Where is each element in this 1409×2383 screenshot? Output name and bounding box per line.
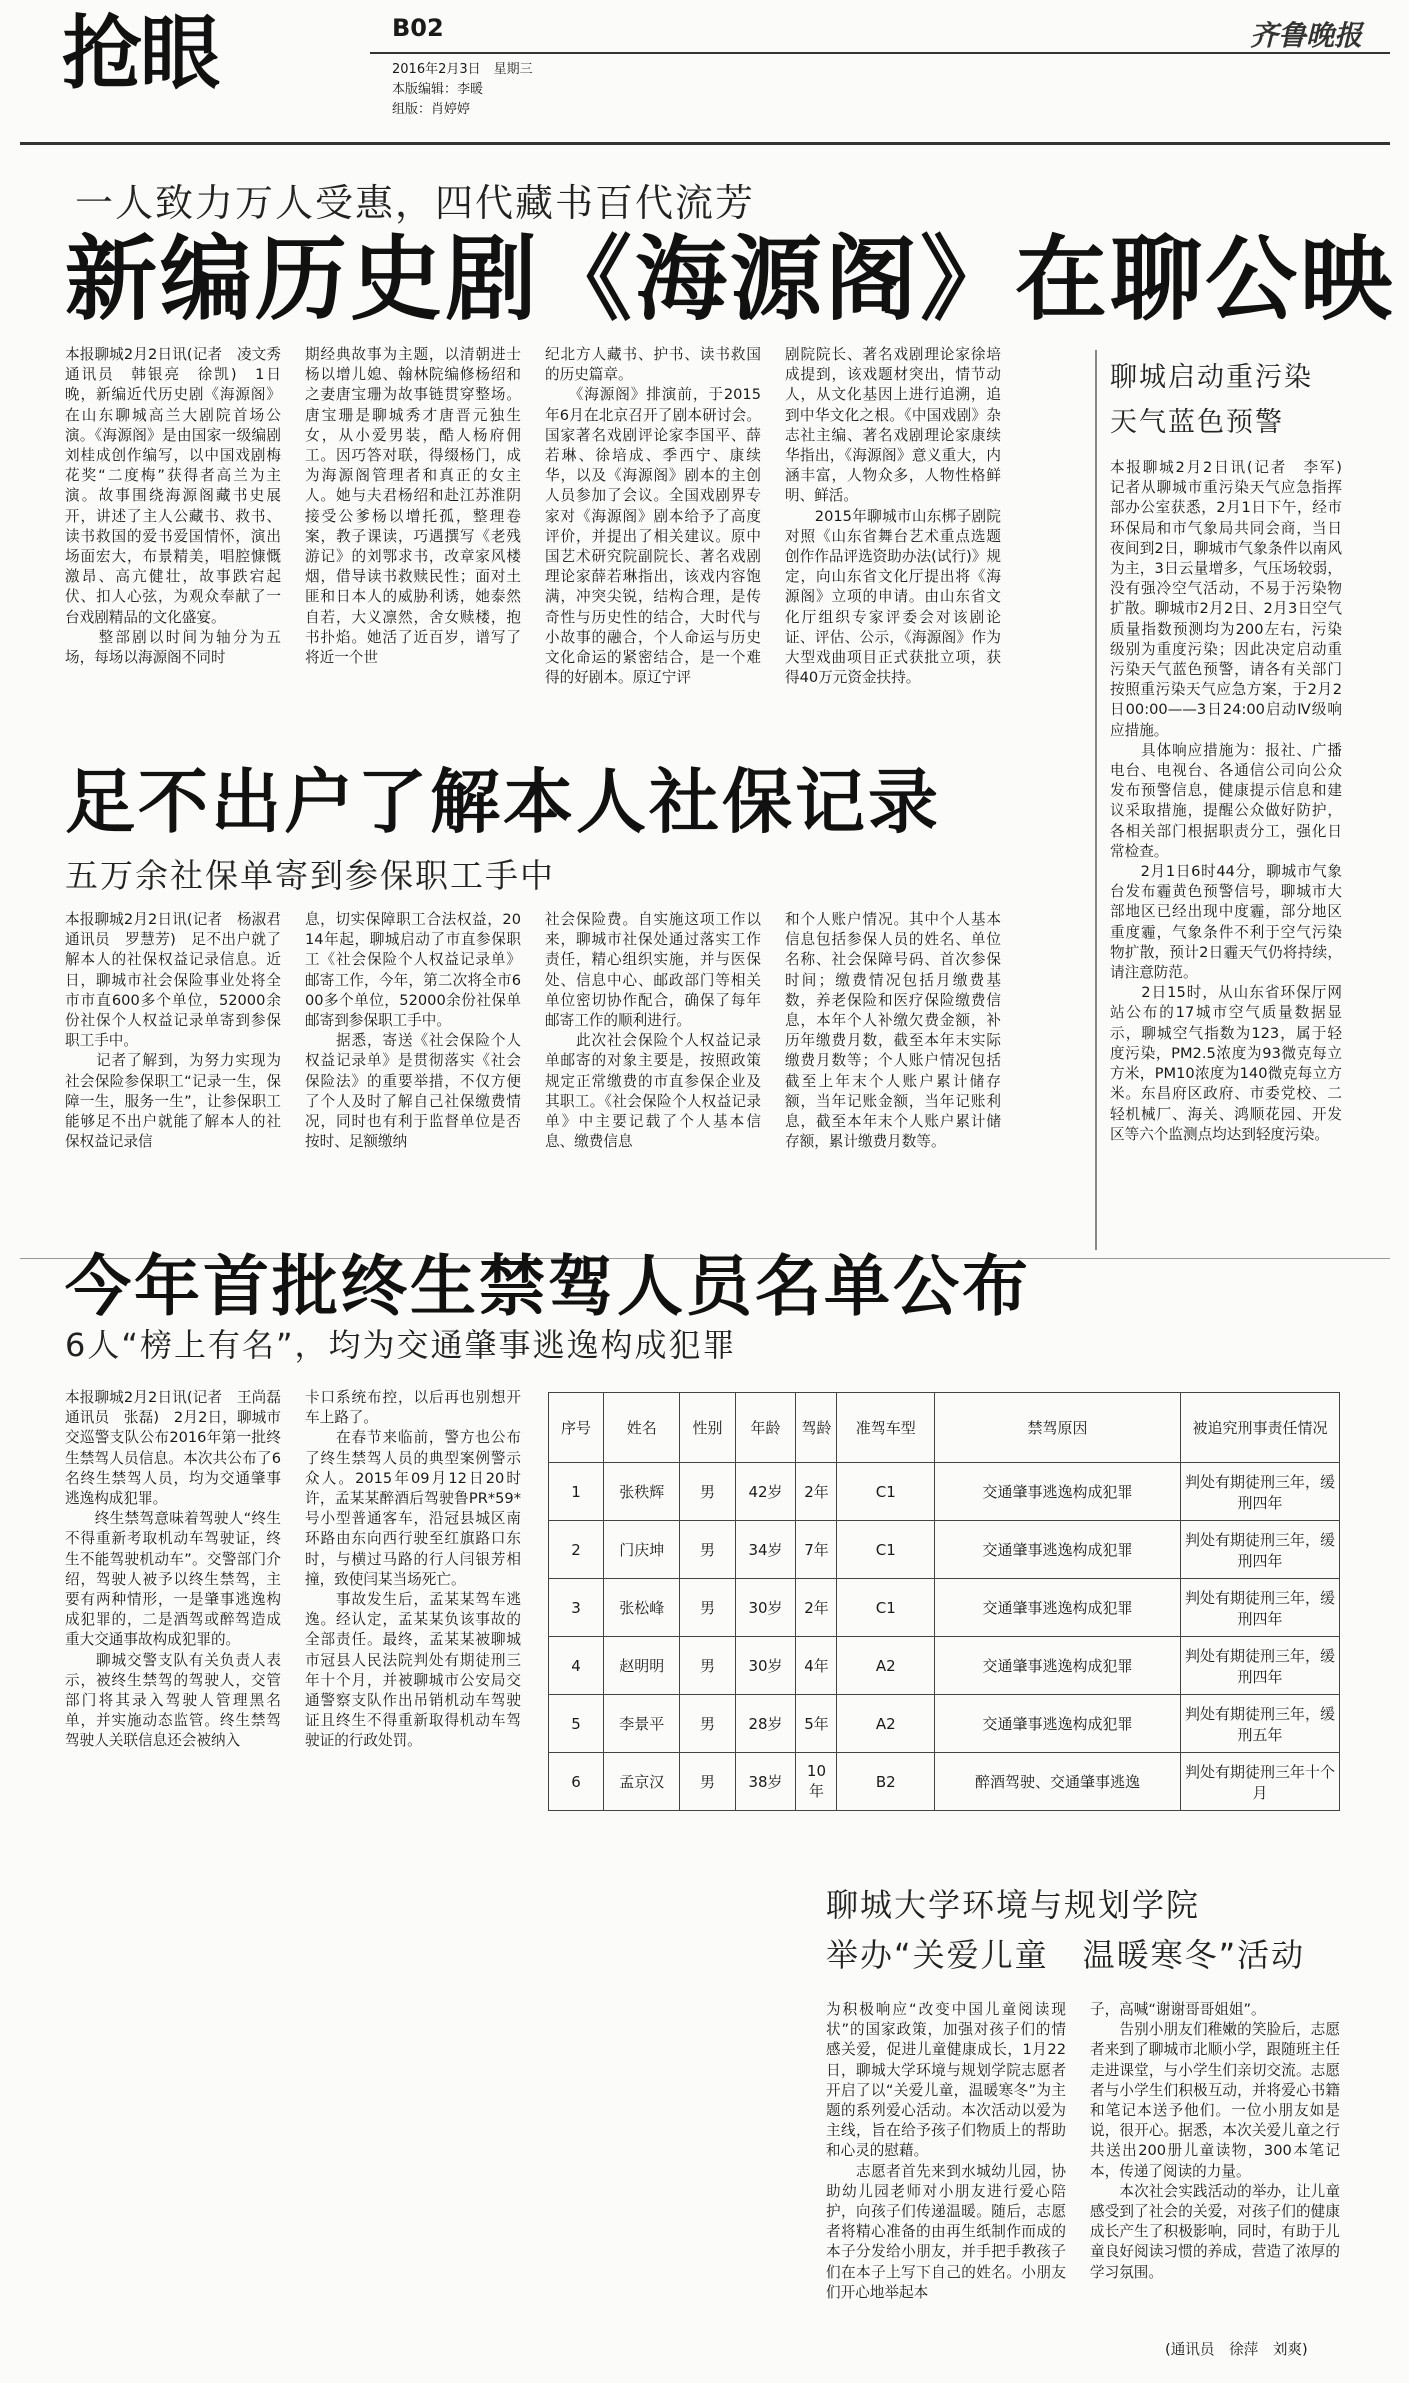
table-header-age: 年龄 [735, 1393, 796, 1463]
table-cell-index: 2 [549, 1521, 604, 1579]
table-row [549, 1579, 1340, 1637]
article2-subtitle: 五万余社保单寄到参保职工手中 [65, 856, 555, 895]
newspaper-name: 齐鲁晚报 [1250, 19, 1363, 52]
table-cell-license-class: B2 [837, 1753, 935, 1811]
side1-title-line1: 聊城启动重污染 [1110, 362, 1313, 393]
table-row [549, 1463, 1340, 1521]
article1-col1: 本报聊城2月2日讯(记者 凌文秀 通讯员 韩银亮 徐凯) 1日晚，新编近代历史剧《海源阁》在山东聊城高兰大剧院首场公演。《海源阁》是由国家一级编剧刘桂成创作编写，以中国戏剧梅花奖“二度梅”获得者高兰为主演。故事围绕海源阁藏书史展开，讲述了主人公藏书、救书、读书救国的爱书爱国情怀，演出场面宏大，布景精美，唱腔慷慨激昂、高亢健壮，故事跌宕起伏、扣人心弦，为观众奉献了一台戏剧精品的文化盛宴。 整部剧以时间为轴分为五场，每场以海源阁不同时 [65, 346, 281, 667]
table-cell-penalty: 判处有期徒刑三年，缓刑四年 [1181, 1463, 1340, 1521]
page-editor: 本版编辑：李暖 [392, 82, 484, 97]
table-cell-name: 张松峰 [604, 1579, 680, 1637]
table-cell-reason: 交通肇事逃逸构成犯罪 [935, 1521, 1181, 1579]
article2-col2: 息，切实保障职工合法权益，2014年起，聊城启动了市直参保职工《社会保险个人权益记录单》邮寄工作，今年，第二次将全市600多个单位，52000余份社保单邮寄到参保职工手中。 据悉，寄送《社会保险个人权益记录单》是贯彻落实《社会保险法》的重要举措，不仅方便了个人及时了解自己社保缴费情况，同时也有利于监督单位是否按时、足额缴纳 [305, 911, 521, 1151]
side1-title-line2: 天气蓝色预警 [1110, 407, 1284, 438]
table-cell-driving-years: 2年 [796, 1579, 837, 1637]
article4-credit: (通讯员 徐萍 刘爽) [1165, 2341, 1308, 2358]
header-divider [20, 142, 1390, 145]
article1-col3: 纪北方人藏书、护书、读书救国的历史篇章。 《海源阁》排演前，于2015年6月在北京召开了剧本研讨会。国家著名戏剧评论家李国平、薛若琳、徐培成、季西宁、康续华，以及《海源阁》剧本的主创人员参加了会议。全国戏剧界专家对《海源阁》剧本给予了高度评价，并提出了相关建议。原中国艺术研究院副院长、著名戏剧理论家薛若琳指出，该戏内容饱满，冲突尖锐，结构合理，是传奇性与历史性的结合，大时代与小故事的融合，个人命运与历史文化命运的紧密结合，是一个难得的好剧本。原辽宁评 [545, 346, 761, 687]
table-cell-gender: 男 [680, 1753, 735, 1811]
table-cell-driving-years: 10年 [796, 1753, 837, 1811]
table-cell-gender: 男 [680, 1463, 735, 1521]
table-cell-gender: 男 [680, 1637, 735, 1695]
table-cell-reason: 交通肇事逃逸构成犯罪 [935, 1695, 1181, 1753]
table-cell-driving-years: 7年 [796, 1521, 837, 1579]
table-cell-driving-years: 2年 [796, 1463, 837, 1521]
table-row [549, 1521, 1340, 1579]
article3-title: 今年首批终生禁驾人员名单公布 [65, 1248, 1031, 1325]
table-cell-reason: 交通肇事逃逸构成犯罪 [935, 1463, 1181, 1521]
article1-col4: 剧院院长、著名戏剧理论家徐培成提到，该戏题材突出，情节动人，从文化基因上进行追溯，追到中华文化之根。《中国戏剧》杂志社主编、著名戏剧理论家康续华指出，《海源阁》意义重大，内涵丰富，人物众多，人物性格鲜明、鲜活。 2015年聊城市山东梆子剧院对照《山东省舞台艺术重点选题创作作品评选资助办法(试行)》规定，向山东省文化厅提出将《海源阁》立项的申请。由山东省文化厅组织专家评委会对该剧论证、评估、公示，《海源阁》作为大型戏曲项目正式获批立项，获得40万元资金扶持。 [785, 346, 1001, 687]
table-cell-age: 38岁 [735, 1753, 796, 1811]
table-cell-name: 孟京汉 [604, 1753, 680, 1811]
table-row [549, 1695, 1340, 1753]
table-header-license-class: 准驾车型 [837, 1393, 935, 1463]
table-header-driving-years: 驾龄 [796, 1393, 837, 1463]
banned-drivers-table [548, 1392, 1340, 1811]
table-cell-name: 张秩辉 [604, 1463, 680, 1521]
article4-col1: 为积极响应“改变中国儿童阅读现状”的国家政策，加强对孩子们的情感关爱，促进儿童健康成长，1月22日，聊城大学环境与规划学院志愿者开启了以“关爱儿童，温暖寒冬”为主题的系列爱心活动。本次活动以爱为主线，旨在给予孩子们物质上的帮助和心灵的慰藉。 志愿者首先来到水城幼儿园，协助幼儿园老师对小朋友进行爱心陪护，向孩子们传递温暖。随后，志愿者将精心准备的由再生纸制作而成的本子分发给小朋友，并手把手教孩子们在本子上写下自己的姓名。小朋友们开心地举起本 [826, 2001, 1066, 2301]
article2-col3: 社会保险费。自实施这项工作以来，聊城市社保处通过落实工作责任，精心组织实施，并与医保处、信息中心、邮政部门等相关单位密切协作配合，确保了每年邮寄工作的顺利进行。 此次社会保险个人权益记录单邮寄的对象主要是，按照政策规定正常缴费的市直参保企业及其职工。《社会保险个人权益记录单》中主要记载了个人基本信息、缴费信息 [545, 911, 761, 1151]
table-header-reason: 禁驾原因 [935, 1393, 1181, 1463]
table-cell-name: 门庆坤 [604, 1521, 680, 1579]
article1-title: 新编历史剧《海源阁》在聊公映 [65, 226, 1396, 333]
table-cell-index: 5 [549, 1695, 604, 1753]
table-cell-index: 6 [549, 1753, 604, 1811]
table-cell-age: 30岁 [735, 1579, 796, 1637]
article4-title-line1: 聊城大学环境与规划学院 [826, 1886, 1201, 1924]
article1-col2: 期经典故事为主题，以清朝进士杨以增儿媳、翰林院编修杨绍和之妻唐宝珊为故事链贯穿整场。唐宝珊是聊城秀才唐晋元独生女，从小爱男装，酷人杨府佣工。因巧答对联，得缀杨门，成为海源阁管理者和真正的女主人。她与夫君杨绍和赴江苏淮阴接受公爹杨以增托孤，整理卷案，教子课读，巧遇撰写《老残游记》的刘鄂求书，改章家风楼烟，借导读书救赎民性；面对土匪和日本人的威胁利诱，她泰然自若，大义凛然，舍女赎楼，抱书扑焰。她活了近百岁，谱写了将近一个世 [305, 346, 521, 667]
side1-body: 本报聊城2月2日讯(记者 李军) 记者从聊城市重污染天气应急指挥部办公室获悉，2月1日下午，经市环保局和市气象局共同会商，当日夜间到2日，聊城市气象条件以南风为主，3日云量增多，气压场较弱，没有强冷空气活动，不易于污染物扩散。聊城市2月2日、2月3日空气质量指数预测均为200左右，污染级别为重度污染；因此决定启动重污染天气蓝色预警，请各有关部门按照重污染天气应急方案，于2月2日00:00——3日24:00启动Ⅳ级响应措施。 具体响应措施为：报社、广播电台、电视台、各通信公司向公众发布预警信息，健康提示信息和建议采取措施，提醒公众做好防护，各相关部门根据职责分工，强化日常检查。 2月1日6时44分，聊城市气象台发布霾黄色预警信号，聊城市大部地区已经出现中度霾，部分地区重度霾，气象条件不利于空气污染物扩散，预计2日霾天气仍将持续，请注意防范。 2日15时，从山东省环保厅网站公布的17城市空气质量数据显示，聊城空气指数为123，属于轻度污染，PM2.5浓度为93微克每立方米，PM10浓度为140微克每立方米。东昌府区政府、市委党校、二轻机械厂、海关、鸿顺花园、开发区等六个监测点均达到轻度污染。 [1110, 459, 1342, 1143]
table-cell-reason: 交通肇事逃逸构成犯罪 [935, 1637, 1181, 1695]
article3-col2: 卡口系统布控，以后再也别想开车上路了。 在春节来临前，警方也公布了终生禁驾人员的典型案例警示众人。2015年09月12日20时许，孟某某醉酒后驾驶鲁PR*59*号小型普通客车，沿冠县城区南环路由东向西行驶至红旗路口东时，与横过马路的行人闫银芳相撞，致使闫某当场死亡。 事故发生后，孟某某驾车逃逸。经认定，孟某某负该事故的全部责任。最终，孟某某被聊城市冠县人民法院判处有期徒刑三年十个月，并被聊城市公安局交通警察支队作出吊销机动车驾驶证且终生不得重新取得机动车驾驶证的行政处罚。 [305, 1389, 521, 1750]
article3-col1: 本报聊城2月2日讯(记者 王尚磊 通讯员 张磊) 2月2日，聊城市交巡警支队公布2016年第一批终生禁驾人员信息。本次共公布了6名终生禁驾人员，均为交通肇事逃逸构成犯罪。 终生禁驾意味着驾驶人“终生不得重新考取机动车驾驶证，终生不能驾驶机动车”。交警部门介绍，驾驶人被予以终生禁驾，主要有两种情形，一是肇事逃逸构成犯罪的，二是酒驾或醉驾造成重大交通事故构成犯罪的。 聊城交警支队有关负责人表示，被终生禁驾的驾驶人，交管部门将其录入驾驶人管理黑名单，并实施动态监管。终生禁驾驾驶人关联信息还会被纳入 [65, 1389, 281, 1750]
page-code: B02 [392, 14, 444, 42]
table-cell-index: 3 [549, 1579, 604, 1637]
article2-title: 足不出户了解本人社保记录 [65, 761, 941, 843]
table-row [549, 1637, 1340, 1695]
table-cell-license-class: C1 [837, 1463, 935, 1521]
table-cell-index: 4 [549, 1637, 604, 1695]
article4-col2: 子，高喊“谢谢哥哥姐姐”。 告别小朋友们稚嫩的笑脸后，志愿者来到了聊城市北顺小学，跟随班主任走进课堂，与小学生们亲切交流。志愿者与小学生们积极互动，并将爱心书籍和笔记本送予他们。一位小朋友如是说，很开心。据悉，本次关爱儿童之行共送出200册儿童读物，300本笔记本，传递了阅读的力量。 本次社会实践活动的举办，让儿童感受到了社会的关爱，对孩子们的健康成长产生了积极影响，同时，有助于儿童良好阅读习惯的养成，营造了浓厚的学习氛围。 [1090, 2001, 1340, 2281]
table-cell-penalty: 判处有期徒刑三年十个月 [1181, 1753, 1340, 1811]
side-divider [1095, 350, 1097, 1250]
table-cell-driving-years: 4年 [796, 1637, 837, 1695]
table-cell-reason: 交通肇事逃逸构成犯罪 [935, 1579, 1181, 1637]
table-cell-license-class: C1 [837, 1521, 935, 1579]
table-cell-age: 42岁 [735, 1463, 796, 1521]
table-cell-age: 34岁 [735, 1521, 796, 1579]
table-cell-penalty: 判处有期徒刑三年，缓刑四年 [1181, 1579, 1340, 1637]
table-cell-penalty: 判处有期徒刑三年，缓刑四年 [1181, 1521, 1340, 1579]
table-cell-penalty: 判处有期徒刑三年，缓刑五年 [1181, 1695, 1340, 1753]
table-cell-penalty: 判处有期徒刑三年，缓刑四年 [1181, 1637, 1340, 1695]
table-header-name: 姓名 [604, 1393, 680, 1463]
table-cell-gender: 男 [680, 1695, 735, 1753]
table-cell-age: 28岁 [735, 1695, 796, 1753]
table-cell-license-class: A2 [837, 1695, 935, 1753]
table-row [549, 1753, 1340, 1811]
article2-col4: 和个人账户情况。其中个人基本信息包括参保人员的姓名、单位名称、社会保障号码、首次参保时间；缴费情况包括月缴费基数，养老保险和医疗保险缴费信息，本年个人补缴欠费金额，补历年缴费月数，截至本年末实际缴费月数等；个人账户情况包括截至上年末个人账户累计储存额，当年记账金额，当年记账利息，截至本年末个人账户累计储存额，累计缴费月数等。 [785, 911, 1001, 1151]
table-cell-license-class: A2 [837, 1637, 935, 1695]
table-cell-driving-years: 5年 [796, 1695, 837, 1753]
table-cell-license-class: C1 [837, 1579, 935, 1637]
article4-title-line2: 举办“关爱儿童 温暖寒冬”活动 [826, 1936, 1306, 1974]
table-header-penalty: 被追究刑事责任情况 [1181, 1393, 1340, 1463]
table-cell-gender: 男 [680, 1579, 735, 1637]
table-cell-name: 赵明明 [604, 1637, 680, 1695]
article1-subtitle: 一人致力万人受惠，四代藏书百代流芳 [75, 181, 756, 225]
table-cell-gender: 男 [680, 1521, 735, 1579]
table-header-index: 序号 [549, 1393, 604, 1463]
layout-editor: 组版：肖婷婷 [392, 102, 471, 117]
table-cell-index: 1 [549, 1463, 604, 1521]
publish-date: 2016年2月3日 星期三 [392, 62, 533, 77]
table-cell-name: 李景平 [604, 1695, 680, 1753]
masthead-rule [370, 52, 1390, 54]
table-header-gender: 性别 [680, 1393, 735, 1463]
article3-subtitle: 6人“榜上有名”，均为交通肇事逃逸构成犯罪 [65, 1326, 737, 1364]
section-logo: 抢眼 [62, 7, 218, 100]
table-cell-age: 30岁 [735, 1637, 796, 1695]
table-cell-reason: 醉酒驾驶、交通肇事逃逸 [935, 1753, 1181, 1811]
article2-col1: 本报聊城2月2日讯(记者 杨淑君 通讯员 罗慧芳) 足不出户就了解本人的社保权益记录信息。近日，聊城市社会保险事业处将全市市直600多个单位，52000余份社保个人权益记录单寄到参保职工手中。 记者了解到，为努力实现为社会保险参保职工“记录一生，保障一生，服务一生”，让参保职工能够足不出户就能了解本人的社保权益记录信 [65, 911, 281, 1151]
